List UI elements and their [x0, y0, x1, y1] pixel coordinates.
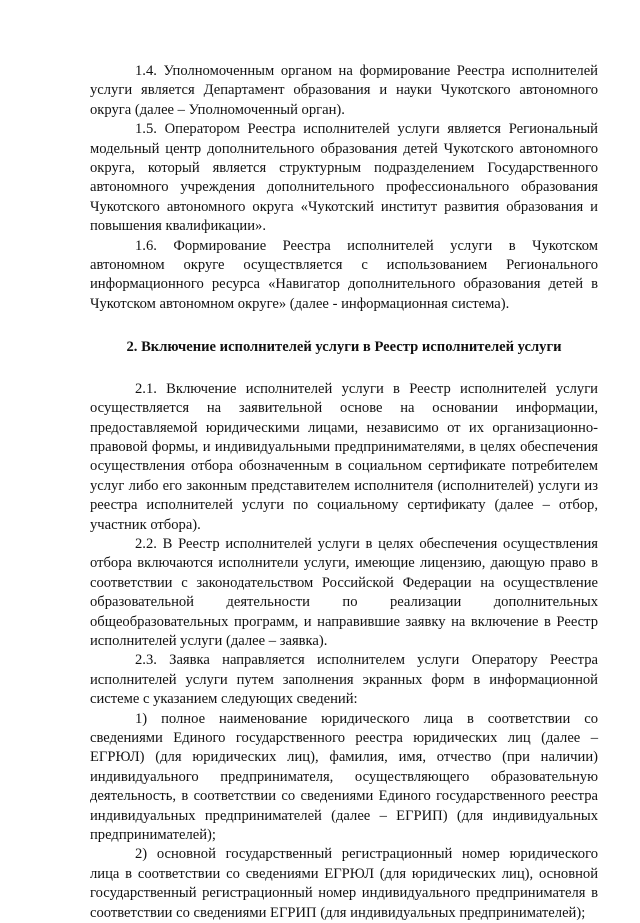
paragraph-1-6: 1.6. Формирование Реестра исполнителей услуги в Чукотском автономном округе осуществляется с использованием Регионального информационного ресурса «Навигатор дополнительного образования детей в Чукотском автономном округе» (далее - информационная система).	[90, 237, 598, 312]
paragraph-2-2: 2.2. В Реестр исполнителей услуги в целях обеспечения осуществления отбора включаются исполнители услуги, имеющие лицензию, дающую право в соответствии с законодательством Российской Федерации на осуществление образовательной деятельности по реализации дополнительных общеобразовательных программ, и направившие заявку на включение в Реестр исполнителей услуги (далее – заявка).	[90, 535, 598, 649]
section-heading: 2. Включение исполнителей услуги в Реестр исполнителей услуги	[126, 339, 562, 356]
paragraph-2-3: 2.3. Заявка направляется исполнителем услуги Оператору Реестра исполнителей услуги путем заполнения экранных форм в информационной системе с указанием следующих сведений:	[90, 652, 598, 708]
paragraph-1-5: 1.5. Оператором Реестра исполнителей услуги является Региональный модельный центр дополнительного образования детей Чукотского автономного округа, который является структурным подразделением Государственного автономного учреждения дополнительного профессионального образования Чукотского автономного округа «Чукотский институт развития образования и повышения квалификации».	[90, 121, 598, 235]
list-item-2: 2) основной государственный регистрационный номер юридического лица в соответствии со сведениями ЕГРЮЛ (для юридических лиц), основной государственный регистрационный номер индивидуального предпринимателя в соответствии со сведениями ЕГРИП (для индивидуальных предпринимателей);	[90, 846, 598, 921]
list-item-1: 1) полное наименование юридического лица в соответствии со сведениями Единого государственного реестра юридических лиц (далее – ЕГРЮЛ) (для юридических лиц), фамилия, имя, отчество (при наличии) индивидуального предпринимателя, осуществляющего образовательную деятельность, в соответствии со сведениями Единого государственного реестра индивидуальных предпринимателей (далее – ЕГРИП) (для индивидуальных предпринимателей);	[90, 710, 598, 844]
paragraph-2-1: 2.1. Включение исполнителей услуги в Реестр исполнителей услуги осуществляется на заявительной основе на основании информации, предоставляемой юридическими лицами, независимо от их организационно-правовой формы, и индивидуальными предпринимателями, в целях обеспечения осуществления отбора обозначенным в социальном сертификате потребителем услуг либо его законным представителем исполнителя (исполнителей) услуги из реестра исполнителей услуги по социальному сертификату (далее – отбор, участник отбора).	[90, 380, 598, 533]
paragraph-1-4: 1.4. Уполномоченным органом на формирование Реестра исполнителей услуги является Департамент образования и науки Чукотского автономного округа (далее – Уполномоченный орган).	[90, 63, 598, 118]
